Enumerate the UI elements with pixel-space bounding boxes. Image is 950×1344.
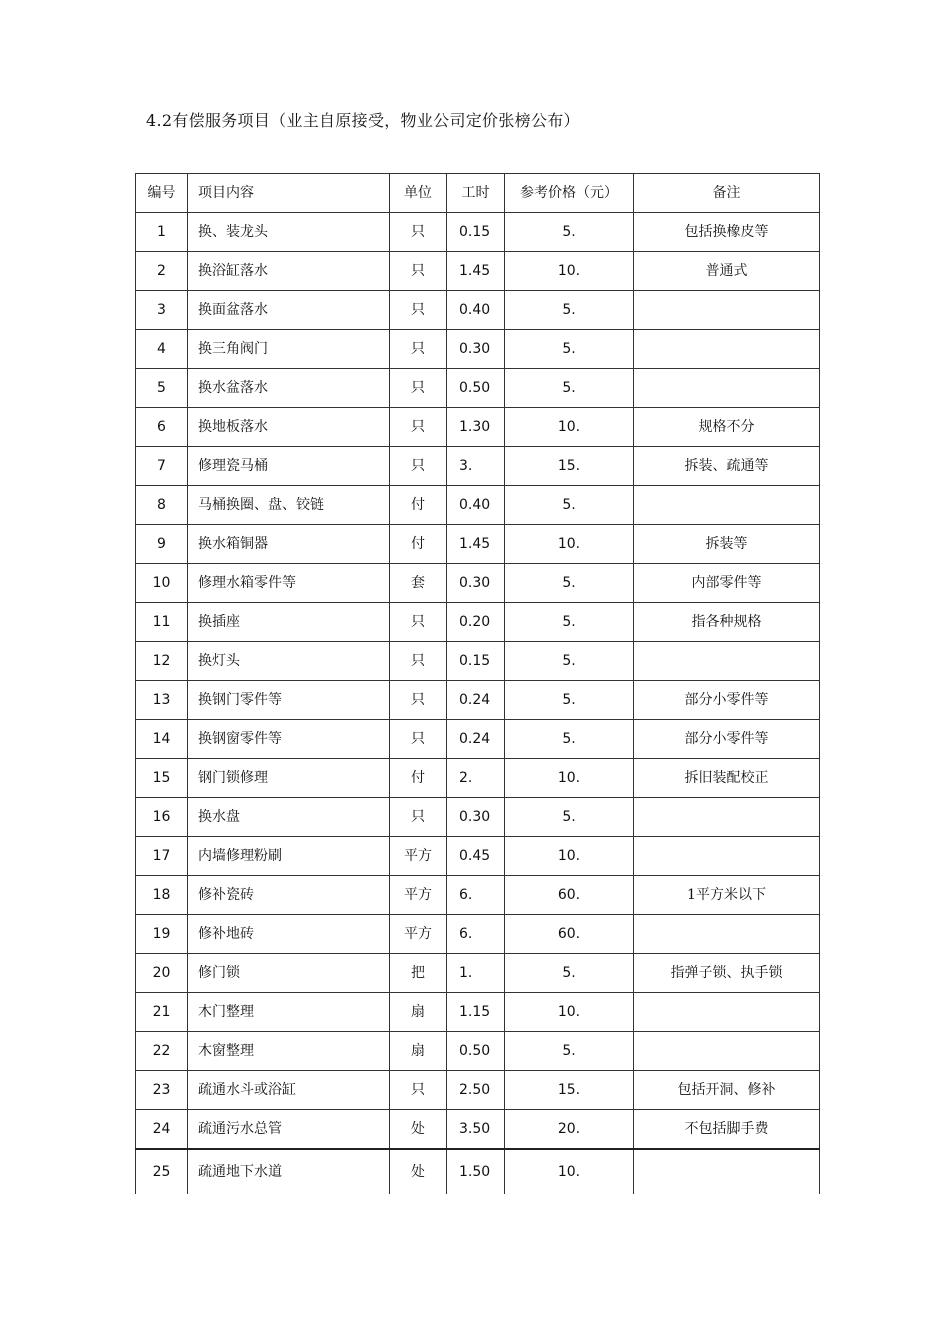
cell-hours: 0.15 [447, 213, 505, 252]
cell-item: 修门锁 [188, 954, 390, 993]
table-row [136, 1032, 820, 1071]
cell-note: 不包括脚手费 [634, 1110, 820, 1150]
cell-price: 10. [505, 252, 634, 291]
table-row [136, 798, 820, 837]
cell-price: 5. [505, 213, 634, 252]
table-row [136, 876, 820, 915]
cell-price: 10. [505, 759, 634, 798]
cell-price: 60. [505, 876, 634, 915]
cell-price: 5. [505, 369, 634, 408]
cell-no: 24 [136, 1110, 188, 1150]
cell-note [634, 330, 820, 369]
cell-item: 换三角阀门 [188, 330, 390, 369]
table-row [136, 1149, 820, 1194]
cell-no: 1 [136, 213, 188, 252]
cell-item: 马桶换圈、盘、铰链 [188, 486, 390, 525]
cell-hours: 3. [447, 447, 505, 486]
cell-hours: 0.30 [447, 330, 505, 369]
cell-unit: 只 [390, 681, 447, 720]
cell-hours: 0.24 [447, 681, 505, 720]
cell-hours: 3.50 [447, 1110, 505, 1150]
cell-hours: 0.40 [447, 291, 505, 330]
cell-note [634, 1149, 820, 1194]
table-row [136, 993, 820, 1032]
cell-unit: 只 [390, 291, 447, 330]
cell-price: 5. [505, 798, 634, 837]
cell-item: 换水箱铜器 [188, 525, 390, 564]
table-header-row [136, 174, 820, 213]
cell-no: 13 [136, 681, 188, 720]
cell-note [634, 798, 820, 837]
cell-no: 17 [136, 837, 188, 876]
cell-price: 5. [505, 681, 634, 720]
table-row [136, 213, 820, 252]
cell-hours: 1.50 [447, 1149, 505, 1194]
cell-price: 10. [505, 525, 634, 564]
cell-hours: 0.45 [447, 837, 505, 876]
cell-unit: 只 [390, 642, 447, 681]
cell-unit: 处 [390, 1110, 447, 1150]
cell-price: 10. [505, 1149, 634, 1194]
cell-hours: 1.15 [447, 993, 505, 1032]
cell-price: 5. [505, 642, 634, 681]
cell-no: 16 [136, 798, 188, 837]
cell-item: 换灯头 [188, 642, 390, 681]
cell-no: 18 [136, 876, 188, 915]
cell-item: 修补瓷砖 [188, 876, 390, 915]
cell-item: 换地板落水 [188, 408, 390, 447]
cell-no: 14 [136, 720, 188, 759]
cell-no: 4 [136, 330, 188, 369]
cell-unit: 只 [390, 447, 447, 486]
cell-no: 12 [136, 642, 188, 681]
cell-hours: 6. [447, 876, 505, 915]
page-heading: 4.2有偿服务项目（业主自原接受，物业公司定价张榜公布） [146, 111, 580, 130]
cell-note: 普通式 [634, 252, 820, 291]
cell-note [634, 1032, 820, 1071]
table-row [136, 1071, 820, 1110]
cell-note [634, 993, 820, 1032]
cell-no: 7 [136, 447, 188, 486]
cell-note [634, 291, 820, 330]
cell-item: 换面盆落水 [188, 291, 390, 330]
cell-no: 23 [136, 1071, 188, 1110]
cell-item: 换插座 [188, 603, 390, 642]
table-row [136, 681, 820, 720]
table-row [136, 330, 820, 369]
cell-note [634, 486, 820, 525]
header-hours: 工时 [447, 174, 505, 213]
cell-price: 5. [505, 954, 634, 993]
cell-note: 包括开洞、修补 [634, 1071, 820, 1110]
table-row [136, 291, 820, 330]
cell-hours: 6. [447, 915, 505, 954]
cell-note: 部分小零件等 [634, 681, 820, 720]
cell-no: 15 [136, 759, 188, 798]
cell-item: 换钢窗零件等 [188, 720, 390, 759]
cell-note: 指弹子锁、执手锁 [634, 954, 820, 993]
cell-no: 10 [136, 564, 188, 603]
cell-note: 包括换橡皮等 [634, 213, 820, 252]
cell-no: 11 [136, 603, 188, 642]
cell-price: 10. [505, 993, 634, 1032]
cell-note: 拆装、疏通等 [634, 447, 820, 486]
cell-unit: 套 [390, 564, 447, 603]
cell-unit: 处 [390, 1149, 447, 1194]
cell-item: 木门整理 [188, 993, 390, 1032]
cell-price: 15. [505, 447, 634, 486]
cell-note: 内部零件等 [634, 564, 820, 603]
cell-unit: 付 [390, 486, 447, 525]
cell-item: 修理瓷马桶 [188, 447, 390, 486]
cell-item: 换、装龙头 [188, 213, 390, 252]
table-row [136, 564, 820, 603]
cell-note: 拆旧装配校正 [634, 759, 820, 798]
cell-unit: 扇 [390, 993, 447, 1032]
cell-item: 疏通水斗或浴缸 [188, 1071, 390, 1110]
table-row [136, 369, 820, 408]
cell-unit: 只 [390, 213, 447, 252]
cell-price: 5. [505, 330, 634, 369]
table-row [136, 486, 820, 525]
table-row [136, 447, 820, 486]
cell-no: 22 [136, 1032, 188, 1071]
header-price: 参考价格（元） [505, 174, 634, 213]
cell-price: 60. [505, 915, 634, 954]
cell-item: 疏通地下水道 [188, 1149, 390, 1194]
cell-item: 内墙修理粉刷 [188, 837, 390, 876]
cell-unit: 把 [390, 954, 447, 993]
cell-item: 疏通污水总管 [188, 1110, 390, 1150]
cell-note: 1平方米以下 [634, 876, 820, 915]
header-item: 项目内容 [188, 174, 390, 213]
cell-note: 指各种规格 [634, 603, 820, 642]
cell-price: 10. [505, 837, 634, 876]
cell-price: 5. [505, 1032, 634, 1071]
cell-unit: 平方 [390, 837, 447, 876]
cell-hours: 0.50 [447, 1032, 505, 1071]
header-note: 备注 [634, 174, 820, 213]
cell-hours: 0.24 [447, 720, 505, 759]
cell-price: 20. [505, 1110, 634, 1150]
cell-hours: 1.45 [447, 525, 505, 564]
cell-note: 部分小零件等 [634, 720, 820, 759]
cell-unit: 付 [390, 525, 447, 564]
table-row [136, 525, 820, 564]
cell-unit: 只 [390, 330, 447, 369]
cell-item: 换浴缸落水 [188, 252, 390, 291]
table-row [136, 954, 820, 993]
cell-price: 10. [505, 408, 634, 447]
cell-no: 25 [136, 1149, 188, 1194]
cell-hours: 2. [447, 759, 505, 798]
table-body [136, 213, 820, 1195]
cell-unit: 只 [390, 369, 447, 408]
table-row [136, 408, 820, 447]
header-no: 编号 [136, 174, 188, 213]
table-row [136, 603, 820, 642]
cell-item: 钢门锁修理 [188, 759, 390, 798]
cell-price: 5. [505, 291, 634, 330]
table-row [136, 837, 820, 876]
table-row [136, 915, 820, 954]
table-row [136, 642, 820, 681]
cell-note [634, 642, 820, 681]
cell-item: 木窗整理 [188, 1032, 390, 1071]
cell-price: 15. [505, 1071, 634, 1110]
cell-no: 3 [136, 291, 188, 330]
cell-no: 5 [136, 369, 188, 408]
header-unit: 单位 [390, 174, 447, 213]
cell-note [634, 915, 820, 954]
cell-hours: 1. [447, 954, 505, 993]
cell-hours: 0.15 [447, 642, 505, 681]
cell-hours: 0.40 [447, 486, 505, 525]
cell-no: 8 [136, 486, 188, 525]
cell-price: 5. [505, 603, 634, 642]
cell-hours: 0.50 [447, 369, 505, 408]
cell-no: 21 [136, 993, 188, 1032]
cell-item: 换水盆落水 [188, 369, 390, 408]
cell-no: 9 [136, 525, 188, 564]
cell-note: 拆装等 [634, 525, 820, 564]
cell-item: 修理水箱零件等 [188, 564, 390, 603]
cell-price: 5. [505, 720, 634, 759]
cell-item: 换钢门零件等 [188, 681, 390, 720]
cell-hours: 1.45 [447, 252, 505, 291]
cell-unit: 付 [390, 759, 447, 798]
cell-no: 20 [136, 954, 188, 993]
cell-item: 修补地砖 [188, 915, 390, 954]
cell-price: 5. [505, 486, 634, 525]
table-row [136, 720, 820, 759]
cell-hours: 0.30 [447, 564, 505, 603]
cell-unit: 扇 [390, 1032, 447, 1071]
cell-hours: 2.50 [447, 1071, 505, 1110]
cell-unit: 平方 [390, 876, 447, 915]
cell-unit: 只 [390, 1071, 447, 1110]
cell-hours: 0.30 [447, 798, 505, 837]
cell-note: 规格不分 [634, 408, 820, 447]
cell-hours: 0.20 [447, 603, 505, 642]
paid-service-table [135, 173, 820, 1194]
cell-unit: 只 [390, 798, 447, 837]
cell-no: 6 [136, 408, 188, 447]
cell-unit: 只 [390, 408, 447, 447]
cell-hours: 1.30 [447, 408, 505, 447]
cell-no: 19 [136, 915, 188, 954]
cell-unit: 平方 [390, 915, 447, 954]
cell-no: 2 [136, 252, 188, 291]
table-row [136, 759, 820, 798]
cell-unit: 只 [390, 252, 447, 291]
cell-unit: 只 [390, 603, 447, 642]
cell-price: 5. [505, 564, 634, 603]
cell-item: 换水盘 [188, 798, 390, 837]
cell-note [634, 369, 820, 408]
cell-note [634, 837, 820, 876]
table-row [136, 252, 820, 291]
cell-unit: 只 [390, 720, 447, 759]
table-row [136, 1110, 820, 1150]
